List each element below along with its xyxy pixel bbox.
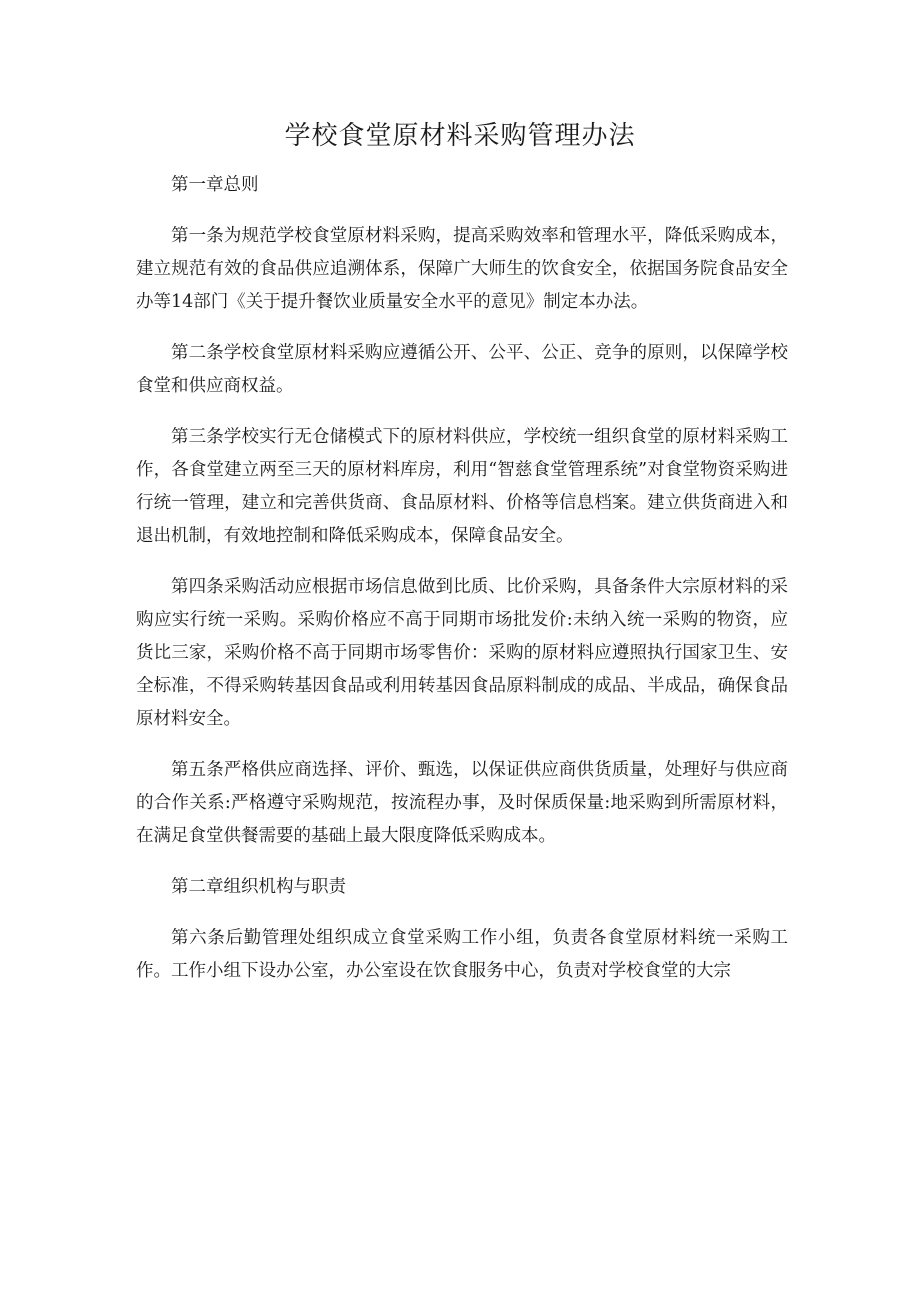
document-title: 学校食堂原材料采购管理办法 <box>284 121 636 151</box>
document-body <box>136 169 788 1006</box>
article-3: 第三条学校实行无仓储模式下的原材料供应，学校统一组织食堂的原材料采购工作，各食堂建立两至三天的原材料库房，利用“智慈食堂管理系统”对食堂物资采购进行统一管理，建立和完善供货商、食品原材料、价格等信息档案。建立供货商进入和退出机制，有效地控制和降低采购成本，保障食品安全。 <box>136 427 788 546</box>
article-2: 第二条学校食堂原材料采购应遵循公开、公平、公正、竞争的原则，以保障学校食堂和供应商权益。 <box>136 343 788 396</box>
chapter-2-heading: 第二章组织机构与职责 <box>171 877 346 897</box>
article-5: 第五条严格供应商选择、评价、甄选，以保证供应商供货质量，处理好与供应商的合作关系:严格遵守采购规范，按流程办事，及时保质保量:地采购到所需原材料，在满足食堂供餐需要的基础上最大限度降低采购成本。 <box>136 760 788 846</box>
article-6: 第六条后勤管理处组织成立食堂采购工作小组，负责各食堂原材料统一采购工作。工作小组下设办公室，办公室设在饮食服务中心，负责对学校食堂的大宗 <box>136 928 788 981</box>
chapter-1-heading: 第一章总则 <box>171 175 259 195</box>
article-4: 第四条采购活动应根据市场信息做到比质、比价采购，具备条件大宗原材料的采购应实行统一采购。采购价格应不高于同期市场批发价:未纳入统一采购的物资，应货比三家，采购价格不高于同期市场零售价：采购的原材料应遵照执行国家卫生、安全标准，不得采购转基因食品或利用转基因食品原料制成的成品、半成品，确保食品原材料安全。 <box>136 577 788 729</box>
article-1: 第一条为规范学校食堂原材料采购，提高采购效率和管理水平，降低采购成本，建立规范有效的食品供应追溯体系，保障广大师生的饮食安全，依据国务院食品安全办等14部门《关于提升餐饮业质量安全水平的意见》制定本办法。 <box>136 226 788 312</box>
